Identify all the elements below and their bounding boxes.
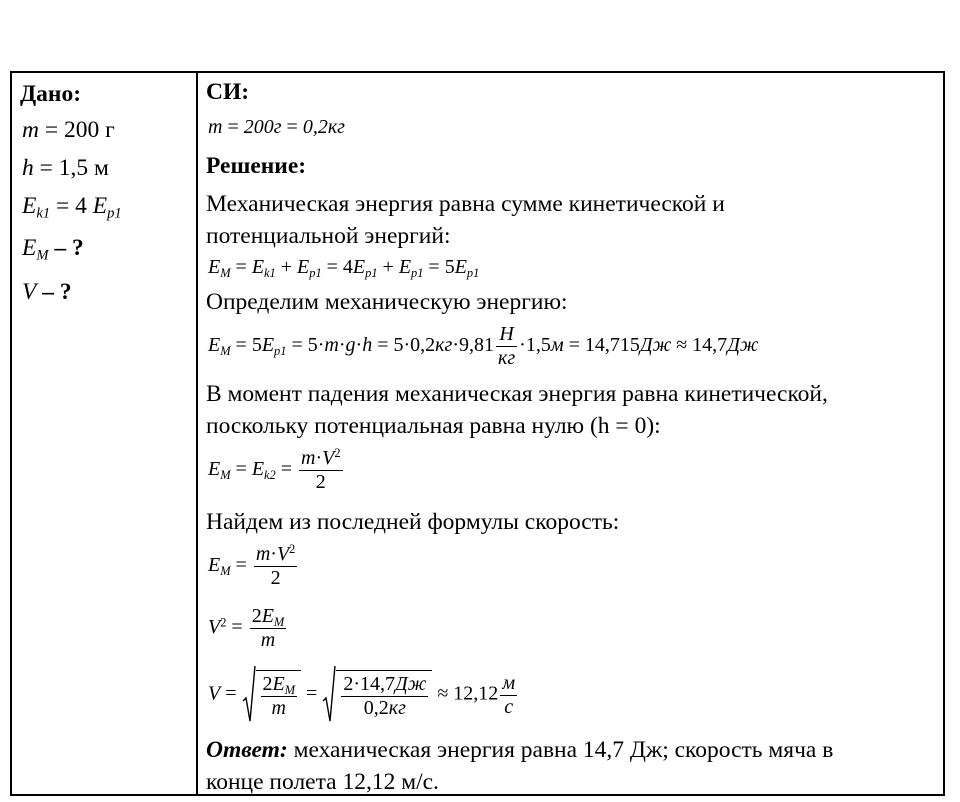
solution-text-6: Найдем из последней формулы скорость:	[206, 509, 620, 535]
given-find-energy: $E_M$ – ?	[22, 235, 84, 264]
equation-kinetic-repeat: $E_M$ = $\frac{m\cdot V^2}{2}$	[208, 542, 296, 589]
si-header: СИ:	[206, 79, 250, 105]
solution-table	[10, 71, 945, 796]
square-root-symbol: $\frac{2E_M}{m}$	[242, 665, 302, 725]
solution-text-1: Механическая энергия равна сумме кинетической и	[206, 191, 725, 217]
equation-velocity-squared: $V^2$ = $\frac{2E_M}{m}$	[208, 605, 285, 651]
solution-text-3: Определим механическую энергию:	[206, 289, 568, 315]
si-conversion: m = 200г = 0,2кг	[208, 116, 345, 138]
given-height: h = 1,5 м	[22, 155, 109, 181]
square-root-symbol: $\frac{2\cdot 14,7Дж}{0,2кг}$	[322, 665, 432, 725]
given-header: Дано:	[20, 81, 82, 107]
answer-line-1: Ответ: механическая энергия равна 14,7 Дж; скорость мяча в	[206, 737, 834, 763]
equation-kinetic: $E_M = E_{k2}$ = $\frac{m\cdot V^2}{2}$	[208, 446, 341, 493]
given-find-velocity: V – ?	[22, 279, 72, 305]
solution-text-4: В момент падения механическая энергия равна кинетической,	[206, 381, 828, 407]
column-divider	[196, 73, 198, 794]
given-mass: m = 200 г	[22, 117, 115, 143]
given-energy-ratio: $E_{k1} = 4$ $E_{p1}$	[22, 193, 122, 222]
equation-energy-value: $E_M = 5E_{p1} = 5\cdot m\cdot g\cdot h = 5\cdot 0,2кг\cdot 9,81$ $\frac{Н}{кг}$ ·1,5м = 14,715Дж ≈ 14,7Дж	[208, 323, 759, 369]
equation-velocity-value: V = $\frac{2E_M}{m}$ = $\frac{2\cdot 14,7Дж}{0,2кг}$ ≈ 12,12 $\frac{м}{с}$	[208, 665, 519, 725]
solution-text-5: поскольку потенциальная равна нулю (h = 0):	[206, 413, 661, 439]
solution-header: Решение:	[206, 153, 307, 179]
solution-text-2: потенциальной энергий:	[206, 223, 451, 249]
equation-energy-sum: $E_M = E_{k1} + E_{p1} = 4E_{p1} + E_{p1} = 5E_{p1}$	[208, 256, 480, 280]
answer-line-2: конце полета 12,12 м/с.	[206, 769, 439, 795]
